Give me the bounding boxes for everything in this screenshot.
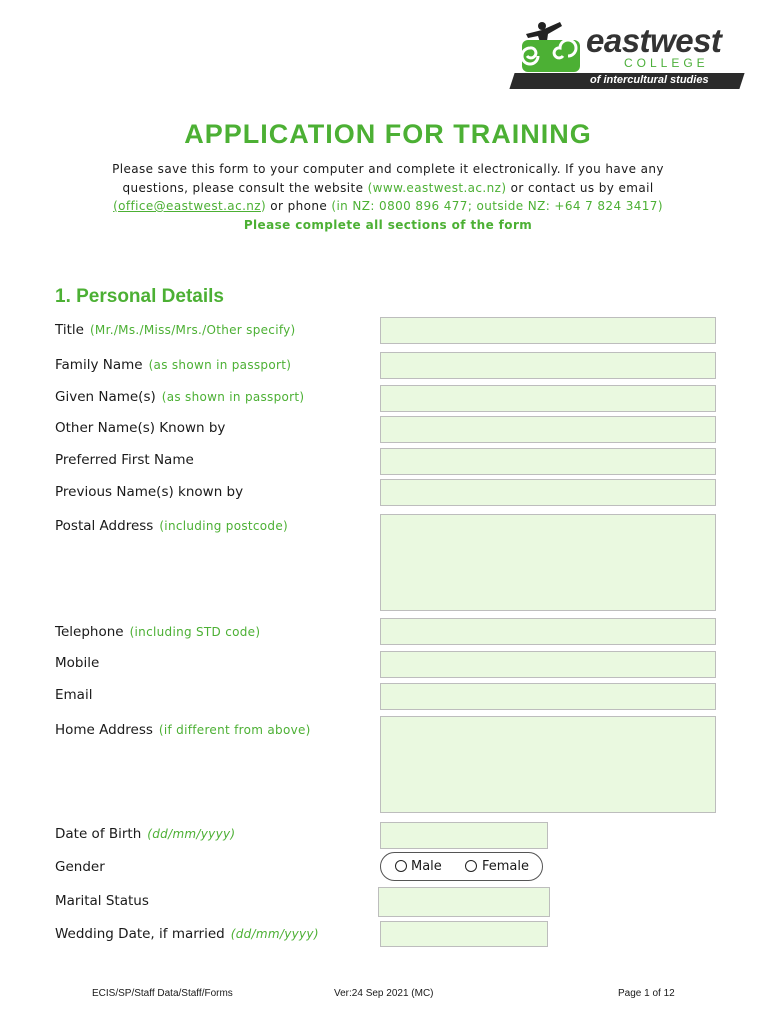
label-hint: (dd/mm/yyyy) (230, 927, 319, 941)
wedding-date-input[interactable] (380, 921, 548, 947)
label-text: Wedding Date, if married (55, 926, 225, 942)
label-text: Home Address (55, 722, 153, 738)
college-logo (512, 18, 744, 90)
email-link[interactable]: (office@eastwest.ac.nz (113, 199, 261, 213)
label-text: Postal Address (55, 518, 154, 534)
mobile-input[interactable] (380, 651, 716, 678)
other-names-label: Other Name(s) Known by (55, 420, 226, 436)
page-title: APPLICATION FOR TRAINING (184, 119, 592, 149)
label-hint: (as shown in passport) (161, 390, 305, 404)
footer-doc-path: ECIS/SP/Staff Data/Staff/Forms (92, 988, 233, 999)
intro-text-span: or contact us by email (506, 180, 654, 195)
postal-address-label (55, 518, 288, 534)
label-hint: (dd/mm/yyyy) (147, 827, 236, 841)
title-input[interactable] (380, 317, 716, 344)
email-close-paren: ) (260, 199, 267, 213)
family-name-label (55, 357, 291, 373)
footer-page-number: Page 1 of 12 (618, 988, 675, 999)
label-text: Date of Birth (55, 826, 142, 842)
email-input[interactable] (380, 683, 716, 710)
given-names-label (55, 389, 304, 405)
dob-input[interactable] (380, 822, 548, 849)
label-hint: (as shown in passport) (148, 358, 292, 372)
mobile-label: Mobile (55, 655, 100, 671)
logo-brand: eastwest (586, 22, 722, 59)
intro-text-span: questions, please consult the website (122, 180, 368, 195)
marital-status-input[interactable] (378, 887, 550, 917)
title-label (55, 322, 296, 338)
family-name-input[interactable] (380, 352, 716, 379)
intro-line-2 (60, 179, 716, 198)
phone-info: (in NZ: 0800 896 477; outside NZ: +64 7 824 3417) (331, 199, 663, 213)
intro-text (60, 160, 716, 234)
email-label: Email (55, 687, 93, 703)
telephone-label (55, 624, 260, 640)
preferred-name-input[interactable] (380, 448, 716, 475)
logo-college: COLLEGE (624, 56, 709, 70)
wedding-date-label (55, 926, 319, 942)
footer-version: Ver:24 Sep 2021 (MC) (334, 988, 434, 999)
female-radio[interactable] (465, 860, 477, 872)
koru-logo-icon (512, 18, 582, 74)
telephone-input[interactable] (380, 618, 716, 645)
gender-radio-group (380, 852, 543, 881)
marital-status-label: Marital Status (55, 893, 149, 909)
postal-address-textarea[interactable] (380, 514, 716, 611)
gender-label: Gender (55, 859, 105, 875)
previous-names-input[interactable] (380, 479, 716, 506)
other-names-input[interactable] (380, 416, 716, 443)
label-hint: (including postcode) (159, 519, 289, 533)
label-text: Family Name (55, 357, 143, 373)
intro-line-1: Please save this form to your computer and complete it electronically. If you have any (112, 162, 664, 176)
dob-label (55, 826, 235, 842)
home-address-label (55, 722, 311, 738)
label-text: Title (55, 322, 84, 338)
website-link[interactable]: (www.eastwest.ac.nz) (367, 180, 507, 195)
previous-names-label: Previous Name(s) known by (55, 484, 244, 500)
label-text: Given Name(s) (55, 389, 156, 405)
section-heading-personal-details: 1. Personal Details (55, 286, 224, 307)
male-label: Male (411, 859, 442, 874)
intro-text-span: or phone (266, 199, 332, 213)
hint-text: (Mr./Ms./Miss/Mrs./Other specify) (89, 323, 296, 337)
given-names-input[interactable] (380, 385, 716, 412)
label-hint: (if different from above) (158, 723, 311, 737)
label-text: Telephone (55, 624, 124, 640)
label-hint (90, 323, 296, 337)
male-radio[interactable] (395, 860, 407, 872)
home-address-textarea[interactable] (380, 716, 716, 813)
preferred-name-label: Preferred First Name (55, 452, 194, 468)
female-label: Female (482, 859, 530, 874)
complete-all-instruction: Please complete all sections of the form (243, 217, 533, 232)
intro-line-3 (60, 197, 716, 216)
label-hint: (including STD code) (129, 625, 261, 639)
logo-tagline: of intercultural studies (590, 74, 709, 86)
